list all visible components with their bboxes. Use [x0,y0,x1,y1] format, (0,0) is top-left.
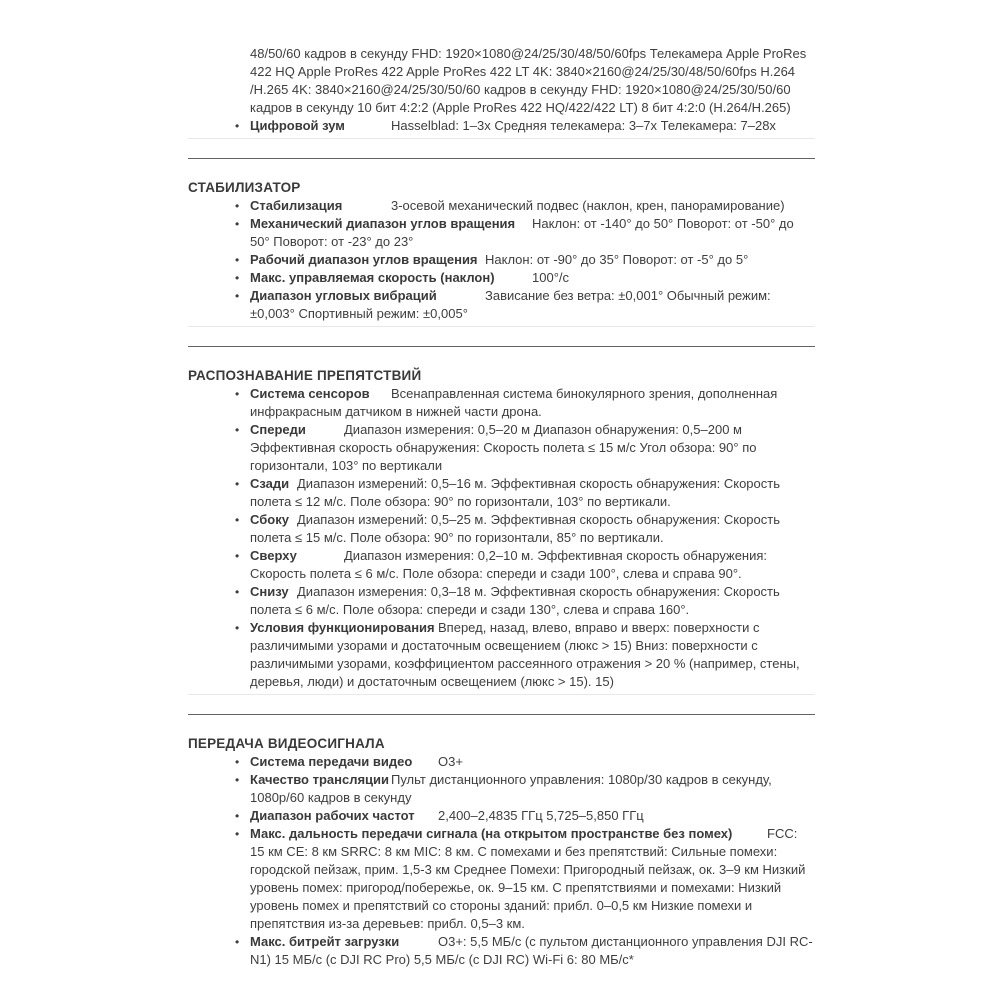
spec-label: Макс. управляемая скорость (наклон) [250,270,495,285]
section-camera-continuation [188,45,815,139]
section-title: РАСПОЗНАВАНИЕ ПРЕПЯТСТВИЙ [188,368,422,383]
spec-row [250,825,815,933]
spec-list-intro [188,117,815,139]
spec-label: Спереди [250,422,306,437]
spec-label: Цифровой зум [250,118,345,133]
spec-value: Hasselblad: 1–3x Средняя телекамера: 3–7x Телекамера: 7–28x [391,118,776,133]
spec-label: Система сенсоров [250,386,370,401]
spec-value: Пульт дистанционного управления: 1080p/30 кадров в секунду, 1080p/60 кадров в секунду [250,772,776,805]
spec-label: Макс. дальность передачи сигнала (на открытом пространстве без помех) [250,826,733,841]
spec-value: Наклон: от -90° до 35° Поворот: от -5° до 5° [485,252,749,267]
spec-label: Макс. битрейт загрузки [250,934,400,949]
spec-sections-container [188,158,815,972]
spec-row [250,215,815,251]
spec-value: 3-осевой механический подвес (наклон, крен, панорамирование) [391,198,785,213]
section-title: СТАБИЛИЗАТОР [188,180,301,195]
spec-label: Рабочий диапазон углов вращения [250,252,478,267]
spec-value: Диапазон измерения: 0,2–10 м. Эффективная скорость обнаружения: Скорость полета ≤ 6 м/с. Поле обзора: спереди и сзади 100°, слева и справа 90°. [250,548,771,581]
spec-label: Качество трансляции [250,772,390,787]
section-divider [188,158,815,159]
spec-value: 100°/с [532,270,570,285]
spec-row [250,421,815,475]
spec-label: Стабилизация [250,198,343,213]
spec-row [250,547,815,583]
spec-label: Сбоку [250,512,289,527]
spec-row [250,475,815,511]
spec-value: O3+ [438,754,463,769]
spec-value: Всенаправленная система бинокулярного зрения, дополненная инфракрасным датчиком в нижней части дрона. [250,386,781,419]
spec-list [188,753,815,972]
spec-value: Диапазон измерения: 0,5–20 м Диапазон обнаружения: 0,5–200 м Эффективная скорость обнаружения: Скорость полета ≤ 15 м/с Угол обзора: 90° по горизонтали, 103° по вертикали [250,422,761,473]
spec-row [250,269,815,287]
spec-value: O3+: 5,5 МБ/с (с пультом дистанционного управления DJI RC-N1) 15 МБ/с (с DJI RC Pro) 5,5 МБ/с (с DJI RC) Wi-Fi 6: 80 МБ/с* [250,934,813,967]
spec-value: Диапазон измерений: 0,5–25 м. Эффективная скорость обнаружения: Скорость полета ≤ 15 м/с. Поле обзора: 90° по горизонтали, 85° по вертикали. [250,512,784,545]
section-title: ПЕРЕДАЧА ВИДЕОСИГНАЛА [188,736,385,751]
section-divider [188,714,815,715]
spec-value: Наклон: от -140° до 50° Поворот: от -50° до 50° Поворот: от -23° до 23° [250,216,798,249]
spec-label: Диапазон угловых вибраций [250,288,437,303]
spec-value: Вперед, назад, влево, вправо и вверх: поверхности с различимыми узорами и достаточным освещением (люкс > 15) Вниз: поверхности с различимыми узорами, коэффициентом рассеянного отражения > 20 % (например, стены, деревья, люди) и достаточным освещением (люкс > 15). 15) [250,620,804,689]
spec-value: Диапазон измерения: 0,3–18 м. Эффективная скорость обнаружения: Скорость полета ≤ 6 м/с. Поле обзора: спереди и сзади 130°, слева и справа 160°. [250,584,784,617]
spec-row [250,619,815,691]
spec-label: Снизу [250,584,289,599]
spec-row [250,287,815,323]
spec-row [250,385,815,421]
section-divider [188,346,815,347]
spec-value: 2,400–2,4835 ГГц 5,725–5,850 ГГц [438,808,644,823]
spec-row [250,771,815,807]
spec-row [250,583,815,619]
spec-label: Сзади [250,476,290,491]
spec-row [250,807,815,825]
spec-list [188,385,815,695]
spec-value: FCC: 15 км CE: 8 км SRRC: 8 км MIC: 8 км. С помехами и без препятствий: Сильные помехи: городской пейзаж, прим. 1,5-3 км Среднее Помехи: Пригородный пейзаж, ок. 3–9 км Низкий уровень помех: пригород/побережье, ок. 9–15 км. С препятствиями и помехами: Низкий уровень помех и препятствий со стороны зданий: прибл. 0–0,5 км Низкие помехи и препятствия из-за деревьев: прибл. 0,5–3 км. [250,826,809,931]
spec-continuation-text: 48/50/60 кадров в секунду FHD: 1920×1080@24/25/30/48/50/60fps Телекамера Apple ProRes 422 HQ Apple ProRes 422 Apple ProRes 422 LT 4K: 3840×2160@24/25/30/48/50/60fps H.264 /H.265 4K: 3840×2160@24/25/30/50/60 кадров в секунду FHD: 1920×1080@24/25/30/50/60 кадров в секунду 10 бит 4:2:2 (Apple ProRes 422 HQ/422/422 LT) 8 бит 4:2:0 (H.264/H.265) [250,46,807,115]
spec-row [250,511,815,547]
spec-row [250,753,815,771]
spec-list [188,197,815,327]
spec-label: Условия функционирования [250,620,435,635]
spec-label: Диапазон рабочих частот [250,808,415,823]
spec-value: Зависание без ветра: ±0,001° Обычный режим: ±0,003° Спортивный режим: ±0,005° [250,288,775,321]
spec-row [250,933,815,969]
spec-label: Механический диапазон углов вращения [250,216,516,231]
spec-label: Сверху [250,548,297,563]
spec-row [250,197,815,215]
spec-row [250,251,815,269]
spec-row [250,117,815,135]
spec-value: Диапазон измерений: 0,5–16 м. Эффективная скорость обнаружения: Скорость полета ≤ 12 м/с. Поле обзора: 90° по горизонтали, 103° по вертикали. [250,476,784,509]
spec-label: Система передачи видео [250,754,413,769]
